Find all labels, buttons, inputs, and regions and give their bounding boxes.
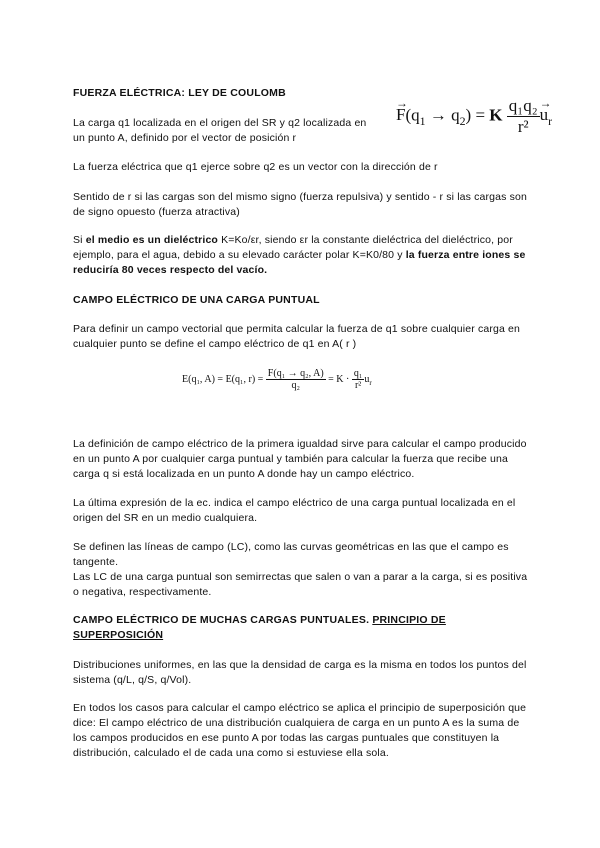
- paragraph-superposition-principle: En todos los casos para calcular el campo eléctrico se aplica el principio de superposición que dice: El campo eléctrico de una distribución cualquiera de carga en un punto A es la suma de los campos producidos en ese punto A por todas las cargas puntuales que constituyen la distribución, calculado el de cada una como si estuviese ella sola.: [73, 702, 527, 759]
- eq-close: ) =: [465, 105, 490, 125]
- dielectric-text-b: el medio es un dieléctrico: [85, 234, 218, 246]
- eq-unit-sub: r: [548, 113, 553, 128]
- paragraph-field-lines-point: Las LC de una carga puntual son semirrectas que salen o van a parar a la carga, si es positiva o negativa, respectivamente.: [73, 571, 528, 598]
- field-eq-fraction2: [352, 368, 365, 391]
- field-eq-den1: q₂: [291, 380, 300, 391]
- field-eq-fraction1: [266, 368, 326, 391]
- field-eq-lhs: E(q₁, A) = E(q₁, r) =: [182, 373, 266, 385]
- eq-sub2: 2: [459, 113, 466, 128]
- field-equation: [182, 368, 372, 391]
- heading-point-charge-field: CAMPO ELÉCTRICO DE UNA CARGA PUNTUAL: [73, 294, 320, 306]
- heading-superposition: [73, 613, 533, 643]
- field-eq-unit: u: [364, 373, 370, 385]
- heading-coulomb: FUERZA ELÉCTRICA: LEY DE COULOMB: [73, 87, 286, 99]
- eq-force-symbol: → F: [396, 105, 405, 124]
- eq-arrow: → q: [425, 105, 460, 125]
- heading-superposition-a: CAMPO ELÉCTRICO DE MUCHAS CARGAS PUNTUALES.: [73, 614, 373, 626]
- eq-numerator: q₁q₂: [508, 96, 538, 115]
- paragraph-charges: La carga q1 localizada en el origen del SR y q2 localizada en un punto A, definido por el vector de posición r: [73, 117, 367, 144]
- paragraph-field-lines: Se definen las líneas de campo (LC), como las curvas geométricas en las que el campo es tangente.: [73, 541, 509, 568]
- paragraph-field-definition: Para definir un campo vectorial que permita calcular la fuerza de q1 sobre cualquier carga en cualquier punto se define el campo eléctrico de q1 en A( r ): [73, 323, 521, 350]
- paragraph-uniform-distributions: Distribuciones uniformes, en las que la densidad de carga es la misma en todos los puntos del sistema (q/L, q/S, q/Vol).: [73, 659, 527, 686]
- heading-superposition-b: PRINCIPIO DE SUPERPOSICIÓN: [73, 614, 446, 641]
- dielectric-text-d: la fuerza entre iones se reduciría 80 veces respecto del vacío.: [73, 249, 526, 276]
- eq-unit-vector: → u: [540, 105, 549, 124]
- dielectric-text-c: K=Ko/εr, siendo εr la constante dieléctrica del dieléctrico, por ejemplo, para el agua, debido a su elevado carácter polar K=K0/80 y: [73, 234, 513, 261]
- paragraph-direction: La fuerza eléctrica que q1 ejerce sobre q2 es un vector con la dirección de r: [73, 161, 438, 173]
- dielectric-text-a: Si: [73, 234, 86, 246]
- field-eq-num1: F(q₁ → q₂, A): [267, 368, 324, 379]
- field-eq-den2: r²: [354, 380, 362, 391]
- field-eq-num2: q₁: [353, 368, 363, 379]
- field-eq-k: = K ·: [325, 373, 352, 385]
- eq-lhs-open: (q: [405, 105, 420, 125]
- field-eq-unit-sub: r: [369, 378, 372, 387]
- paragraph-dielectric: [73, 233, 533, 278]
- eq-sub1: 1: [419, 113, 426, 128]
- paragraph-last-expression: La última expresión de la ec. indica el campo eléctrico de una carga puntual localizada en el origen del SR en un medio cualquiera.: [73, 497, 516, 524]
- eq-fraction: [507, 96, 540, 137]
- paragraph-first-equality: La definición de campo eléctrico de la primera igualdad sirve para calcular el campo producido en un punto A por cualquier carga puntual y también para calcular la fuerza que recibe una carga q si está localizada en un punto A donde hay un campo eléctrico.: [73, 438, 527, 480]
- eq-denominator: r²: [517, 117, 529, 136]
- eq-constant-k: K: [489, 105, 503, 125]
- paragraph-sense: Sentido de r si las cargas son del mismo signo (fuerza repulsiva) y sentido - r si las cargas son de signo opuesto (fuerza atractiva): [73, 191, 527, 218]
- coulomb-equation: [396, 96, 552, 137]
